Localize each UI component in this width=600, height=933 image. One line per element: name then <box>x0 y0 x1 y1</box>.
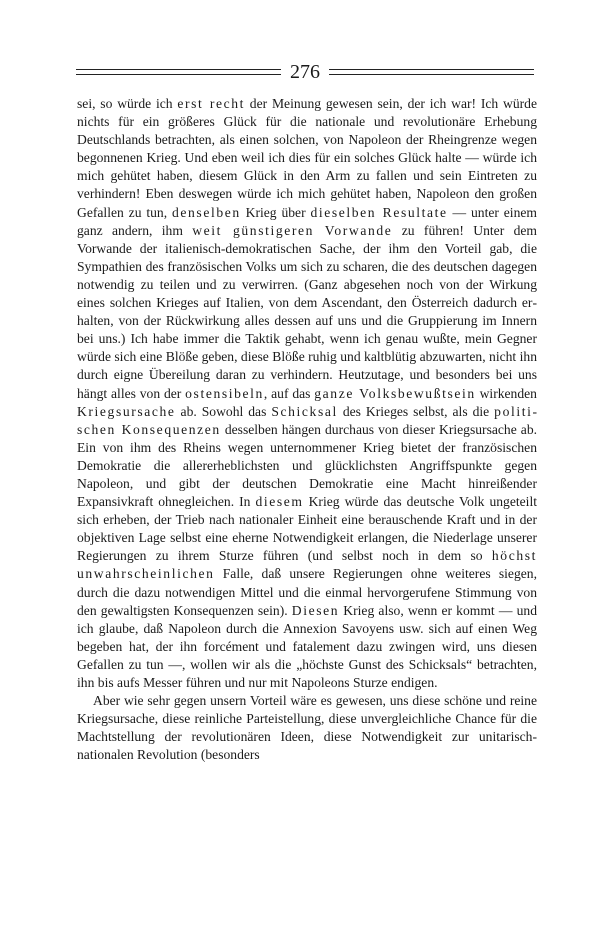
header-rule-left <box>76 69 281 75</box>
text-run: Krieg über <box>240 204 311 220</box>
spaced-emphasis: politischen Konsequenzen <box>77 403 538 437</box>
spaced-emphasis: Kriegsursache <box>77 403 176 419</box>
spaced-emphasis: denselben <box>172 204 241 220</box>
page-number: 276 <box>290 61 320 83</box>
text-run: Falle, daß unsere Regierungen ohne weiteres siegen, durch die dazu notwendigen Mittel und die einmal hervorgerufene Stimmung von den gewaltigsten Konsequenzen sein). <box>77 566 537 618</box>
paragraph <box>77 95 537 692</box>
text-run: , auf das <box>263 385 315 401</box>
text-run: Aber wie sehr gegen unsern Vorteil wäre es gewesen, uns diese schöne und reine Kriegsursache, diese reinliche Parteistellung, diese unvergleichliche Chance für die Machtstellung der revolutionären Ideen, diese Notwendigkeit zur unitarisch-nationalen Revolution (besonders <box>77 693 537 763</box>
spaced-emphasis: ostensibeln <box>185 385 264 401</box>
text-run: wirkenden <box>475 385 537 401</box>
body-text <box>77 95 537 764</box>
paragraph <box>77 692 537 764</box>
spaced-emphasis: Schicksal <box>271 403 338 419</box>
text-run: ab. Sowohl das <box>175 403 272 419</box>
text-run: Krieg würde das deutsche Volk ungeteilt sich erheben, der Trieb nach nationaler Einheit eine berauschende Kraft und in der objektiven Lage selbst eine eherne Notwendigkeit erlangen, die Niederlage unserer Regierungen zu ihrem Sturze führen (und selbst noch in dem so <box>77 494 538 564</box>
text-run: Krieg also, wenn er kommt — und ich glaube, daß Napoleon durch die Annexion Savoyens usw. sich auf einen Weg begeben hat, der ihn forcément und fatalement dazu zwingen wird, uns diesen Gefallen zu tun —, wollen wir als die „höchste Gunst des Schicksals“ betrachten, ihn bis aufs Messer führen und nur mit Napoleons Sturze endigen. <box>77 602 537 690</box>
spaced-emphasis: Diesen <box>291 602 340 618</box>
text-run: der Meinung gewesen sein, der ich war! Ich würde nichts für ein größeres Glück für die nationale und revolutionäre Erhebung Deutschlands betrachten, als einen solchen, von Napoleon der Rheingrenze wegen begonnenen Krieg. Und eben weil ich dies für ein solches Glück halte — würde ich mich gehütet haben, diesem Glück in den Arm zu fallen und sein Eintreten zu verhindern! Eben deswegen würde ich mich gehütet haben, Napoleon den großen Gefallen zu tun, <box>77 96 537 220</box>
page-header <box>76 58 534 86</box>
text-run: — unter einem ganz andern, ihm <box>77 204 537 238</box>
text-run: desselben hängen durchaus von dieser Kriegsursache ab. Ein von ihm des Rheins wegen unternommener Krieg bietet der französischen Demokratie die allererheblichsten und glücklichsten Angriffspunkte gegen Napoleon, und gibt der deutschen Demokratie eine Macht hinreißender Expansivkraft ohnegleichen. In <box>77 421 538 510</box>
spaced-emphasis: höchst unwahrscheinlichen <box>77 548 537 582</box>
text-run: sei, so würde ich <box>77 96 178 111</box>
spaced-emphasis: dieselben Resultate <box>310 204 448 220</box>
spaced-emphasis: diesem <box>255 494 304 510</box>
text-run: des Krieges selbst, als die <box>337 403 495 419</box>
spaced-emphasis: weit günstigeren Vorwande <box>192 222 393 238</box>
header-rule-right <box>329 69 534 75</box>
spaced-emphasis: erst recht <box>177 96 245 111</box>
text-run: zu führen! Unter dem Vorwande der italienisch-demokratischen Sache, der ihm den Vorteil gab, die Sympathien des französischen Volks um sich zu scharen, die des deutschen dagegen notwendig zu teilen und zu verwirren. (Ganz abgesehen noch von der Wirkung eines solchen Krieges auf Italien, von dem Ascendant, den Österreich dadurch erhalten, von der Rückwirkung alles dessen auf uns und die Gruppierung im Innern bei uns.) Ich habe immer die Taktik gehabt, wenn ich genau wußte, mein Gegner würde sich eine Blöße geben, diese Blöße ruhig und kaltblütig abzuwarten, nicht ihn durch eigne Übereilung daran zu verhindern. Heutzutage, und besonders bei uns hängt alles von der <box>77 222 537 401</box>
spaced-emphasis: ganze Volksbewußtsein <box>314 385 476 401</box>
